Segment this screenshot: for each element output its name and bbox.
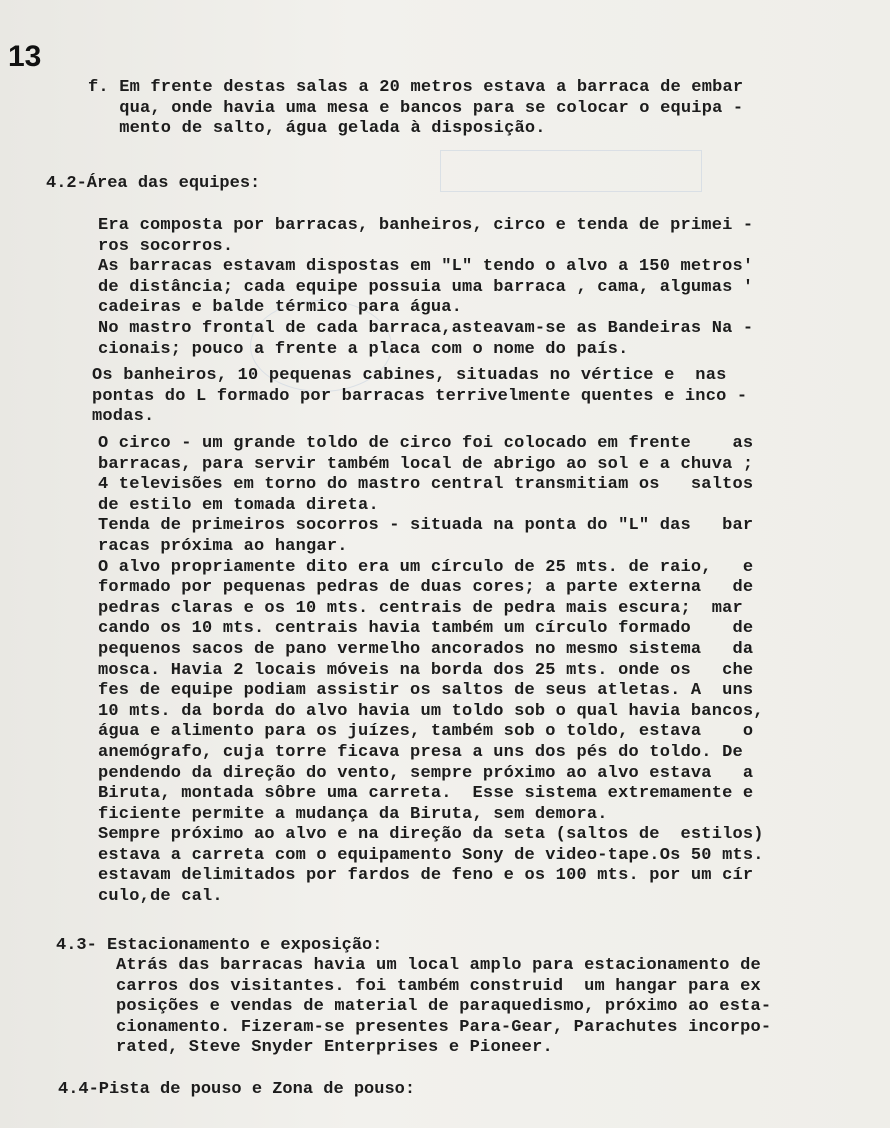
text-line: 10 mts. da borda do alvo havia um toldo sob o qual havia bancos, [98,701,764,721]
section-4-3-paragraph [116,956,771,1059]
text-line: culo,de cal. [98,887,223,907]
text-line: Era composta por barracas, banheiros, circo e tenda de primei - [98,216,754,235]
text-line: fes de equipe podiam assistir os saltos de seus atletas. A uns [98,681,754,701]
text-line: rated, Steve Snyder Enterprises e Pioneer. [116,1038,553,1058]
text-line: posições e vendas de material de paraquedismo, próximo ao esta- [116,997,772,1017]
section-heading-4-2: 4.2-Área das equipes: [46,174,261,193]
text-line: qua, onde havia uma mesa e bancos para se colocar o equipa - [88,98,744,118]
text-line: de estilo em tomada direta. [98,495,379,515]
text-line: água e alimento para os juízes, também sob o toldo, estava o [98,722,754,742]
section-4-2-paragraph-3 [98,434,764,908]
section-4-2-paragraph-1 [98,216,753,360]
text-line: pontas do L formado por barracas terrivelmente quentes e inco - [92,386,748,406]
text-line: As barracas estavam dispostas em "L" tendo o alvo a 150 metros' [98,257,754,277]
text-line: pendendo da direção do vento, sempre próximo ao alvo estava a [98,763,754,783]
text-line: O alvo propriamente dito era um círculo de 25 mts. de raio, e [98,557,754,577]
text-line: No mastro frontal de cada barraca,asteavam-se as Bandeiras Na - [98,318,754,338]
text-line: de distância; cada equipe possuia uma barraca , cama, algumas ' [98,277,754,297]
text-line: carros dos visitantes. foi também construid um hangar para ex [116,976,761,996]
text-line: ros socorros. [98,236,234,256]
text-line: cionamento. Fizeram-se presentes Para-Gear, Parachutes incorpo- [116,1017,772,1037]
page-number: 13 [8,40,42,73]
text-line: estava a carreta com o equipamento Sony de video-tape.Os 50 mts. [98,845,764,865]
section-4-2-paragraph-2 [92,366,747,428]
text-line: pequenos sacos de pano vermelho ancorados no mesmo sistema da [98,639,754,659]
text-line: Biruta, montada sôbre uma carreta. Esse sistema extremamente e [98,784,754,804]
text-line: Tenda de primeiros socorros - situada na ponta do "L" das bar [98,516,754,536]
text-line: Sempre próximo ao alvo e na direção da seta (saltos de estilos) [98,825,764,845]
text-line: f. Em frente destas salas a 20 metros estava a barraca de embar [88,78,744,97]
text-line: 4 televisões em torno do mastro central transmitiam os saltos [98,475,754,495]
item-f [88,78,743,140]
text-line: mosca. Havia 2 locais móveis na borda dos 25 mts. onde os che [98,660,754,680]
section-heading-4-3: 4.3- Estacionamento e exposição: [56,936,383,955]
bleed-through-box [440,150,702,192]
text-line: cando os 10 mts. centrais havia também um círculo formado de [98,619,754,639]
text-line: cadeiras e balde térmico para água. [98,298,463,318]
text-line: formado por pequenas pedras de duas cores; a parte externa de [98,578,754,598]
text-line: cionais; pouco a frente a placa com o nome do país. [98,339,629,359]
text-line: ficiente permite a mudança da Biruta, sem demora. [98,804,608,824]
text-line: Os banheiros, 10 pequenas cabines, situadas no vértice e nas [92,366,727,385]
text-line: modas. [92,407,155,427]
text-line: anemógrafo, cuja torre ficava presa a uns dos pés do toldo. De [98,742,743,762]
text-line: mento de salto, água gelada à disposição. [88,119,546,139]
section-heading-4-4: 4.4-Pista de pouso e Zona de pouso: [58,1080,416,1099]
text-line: barracas, para servir também local de abrigo ao sol e a chuva ; [98,454,754,474]
text-line: Atrás das barracas havia um local amplo para estacionamento de [116,956,761,975]
text-line: estavam delimitados por fardos de feno e os 100 mts. por um cír [98,866,754,886]
text-line: racas próxima ao hangar. [98,536,348,556]
text-line: pedras claras e os 10 mts. centrais de pedra mais escura; mar [98,598,743,618]
text-line: O circo - um grande toldo de circo foi colocado em frente as [98,434,754,453]
